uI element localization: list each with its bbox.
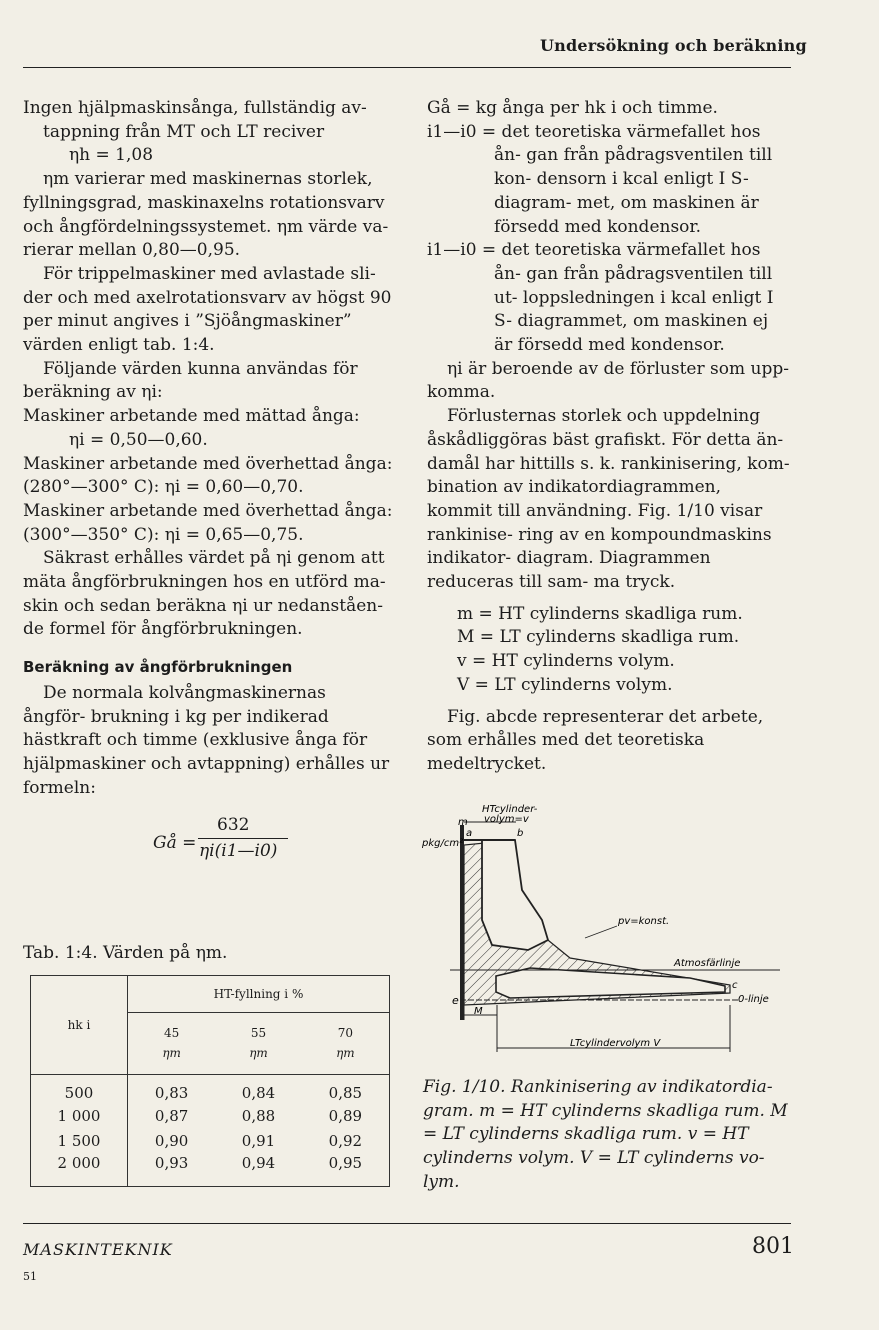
right-column — [427, 97, 791, 777]
label-a: a — [466, 828, 473, 839]
page-number: 801 — [752, 1234, 794, 1259]
equation-eta-i: (300°—350° C): ηi = 0,65—0,75. — [23, 524, 304, 545]
table-cell: 0,93 — [128, 1154, 216, 1186]
rankinisation-diagram — [420, 800, 790, 1065]
table-cell: 0,92 — [302, 1128, 390, 1154]
table-row-header: hk i — [31, 976, 128, 1075]
table-group-header: HT-fyllning i % — [128, 976, 390, 1013]
label-atmosphere-line: Atmosfärlinje — [674, 958, 741, 969]
table-cell: 0,83 — [154, 1083, 189, 1102]
figure-caption: Fig. 1/10. Rankinisering av indikatordia- gram. m = HT cylinderns skadliga rum. M = LT cylinderns skadliga rum. v = HT cylinderns volym. V = LT cylinderns vo- lym. — [423, 1077, 788, 1192]
table-cell: 0,84 — [241, 1083, 276, 1102]
paragraph: Säkrast erhålles värdet på ηi genom att mäta ångförbrukningen hos en utförd ma- skin och sedan beräkna ηi ur nedanståen- de formel för ångförbrukningen. — [23, 548, 386, 640]
journal-name: MASKINTEKNIK — [23, 1240, 173, 1259]
section-heading: Beräkning av ångförbrukningen — [23, 658, 293, 677]
symbol-definition: M = LT cylinderns skadliga rum. — [457, 627, 740, 648]
eta-m-table — [30, 975, 390, 1187]
ht-indicator-diagram — [482, 840, 548, 950]
header-rule — [23, 67, 791, 68]
paragraph: Ingen hjälpmaskinsånga, fullständig av- tappning från MT och LT reciver — [23, 98, 367, 142]
table-cell: 500 — [31, 1074, 128, 1102]
table-caption: Tab. 1:4. Värden på ηm. — [23, 943, 228, 963]
paragraph: ηm varierar med maskinernas storlek, fyllningsgrad, maskinaxelns rotationsvarv och ångfördelningssystemet. ηm värde va- rierar mellan 0,80—0,95. — [23, 169, 389, 261]
table-col-header: 70 ηm — [302, 1012, 390, 1074]
table-col-header: 55 ηm — [249, 1026, 268, 1061]
paragraph: Förlusternas storlek och uppdelning åskådliggöras bäst grafiskt. För detta än- damål har hittills s. k. rankinisering, kom- bination av indikatordiagrammen, kommit till användning. Fig. 1/10 visar rankinise- ring av en kompoundmaskins indikator- diagram. Diagrammen reduceras till sam- ma tryck. — [427, 406, 790, 593]
definition: i1—i0 = det teoretiska värmefallet hos ån- gan från pådragsventilen till ut- loppsledningen i kcal enligt I S- diagrammet, om maskinen ej är försedd med kondensor. — [427, 240, 774, 356]
label-pressure: pkg/cm² — [422, 838, 464, 849]
label-M: M — [474, 1006, 483, 1017]
table-cell: 0,87 — [154, 1106, 189, 1125]
paragraph: Fig. abcde representerar det arbete, som erhålles med det teoretiska medeltrycket. — [427, 706, 764, 774]
fraction-bar — [198, 838, 288, 839]
paragraph: För trippelmaskiner med avlastade sli- der och med axelrotationsvarv av högst 90 per minut angives i ”Sjöångmaskiner” värden enligt tab. 1:4. — [23, 263, 392, 356]
table-col-header: 45 ηm — [162, 1026, 181, 1061]
label-pv-const: pv=konst. — [618, 916, 670, 927]
paragraph: ηi är beroende av de förluster som upp- komma. — [427, 358, 789, 403]
equation-eta-i: ηi = 0,50—0,60. — [69, 429, 208, 450]
paragraph: De normala kolvångmaskinernas ångför- brukning i kg per indikerad hästkraft och timme (exklusive ånga för hjälpmaskiner och avtappning) erhålles ur formeln: — [23, 682, 390, 798]
label-ht-cylinder: HTcylinder- — [482, 804, 538, 815]
label-lt-volume: LTcylindervolym V — [570, 1038, 661, 1049]
paragraph: Maskiner arbetande med överhettad ånga: — [23, 500, 393, 521]
label-e: e — [452, 994, 459, 1007]
label-m: m — [458, 817, 468, 828]
symbol-definition: V = LT cylinderns volym. — [457, 674, 673, 695]
table-cell: 0,94 — [215, 1154, 301, 1186]
table-cell: 0,89 — [302, 1103, 390, 1129]
equation-eta-h: ηh = 1,08 — [69, 145, 154, 166]
table-cell: 0,88 — [241, 1106, 276, 1125]
formula-lhs: Gå = — [153, 833, 197, 854]
formula-denominator: ηi(i1—i0) — [199, 841, 278, 862]
table-cell: 0,85 — [302, 1074, 390, 1102]
page-header-title: Undersökning och beräkning — [540, 36, 807, 55]
left-column — [23, 97, 393, 884]
label-c: c — [732, 980, 738, 991]
label-ht-volume: volym=v — [484, 814, 529, 825]
label-zero-line: 0-linje — [738, 994, 769, 1005]
paragraph: Maskiner arbetande med mättad ånga: — [23, 406, 360, 427]
table-cell: 0,90 — [154, 1132, 189, 1151]
sheet-number: 51 — [23, 1270, 37, 1283]
table-cell: 1 000 — [31, 1103, 128, 1129]
equation-eta-i: (280°—300° C): ηi = 0,60—0,70. — [23, 477, 304, 498]
definition: Gå = kg ånga per hk i och timme. — [427, 98, 718, 118]
paragraph: Följande värden kunna användas för beräkning av ηi: — [23, 358, 358, 403]
table-cell: 0,95 — [302, 1154, 390, 1186]
symbol-definition: v = HT cylinderns volym. — [457, 651, 675, 672]
paragraph: Maskiner arbetande med överhettad ånga: — [23, 453, 393, 474]
steam-consumption-formula — [23, 808, 393, 884]
table-cell: 1 500 — [31, 1128, 128, 1154]
lt-indicator-diagram — [496, 968, 725, 998]
symbol-definition: m = HT cylinderns skadliga rum. — [457, 603, 743, 624]
table-cell: 0,91 — [241, 1132, 276, 1151]
formula-numerator: 632 — [217, 815, 250, 836]
pressure-axis — [460, 825, 464, 1020]
definition: i1—i0 = det teoretiska värmefallet hos ån- gan från pådragsventilen till kon- densorn i kcal enligt I S-diagram- met, om maskinen är försedd med kondensor. — [427, 121, 773, 237]
label-b: b — [517, 828, 524, 839]
table-cell: 2 000 — [31, 1154, 128, 1186]
leader-line — [585, 926, 617, 938]
footer-rule — [23, 1223, 791, 1224]
